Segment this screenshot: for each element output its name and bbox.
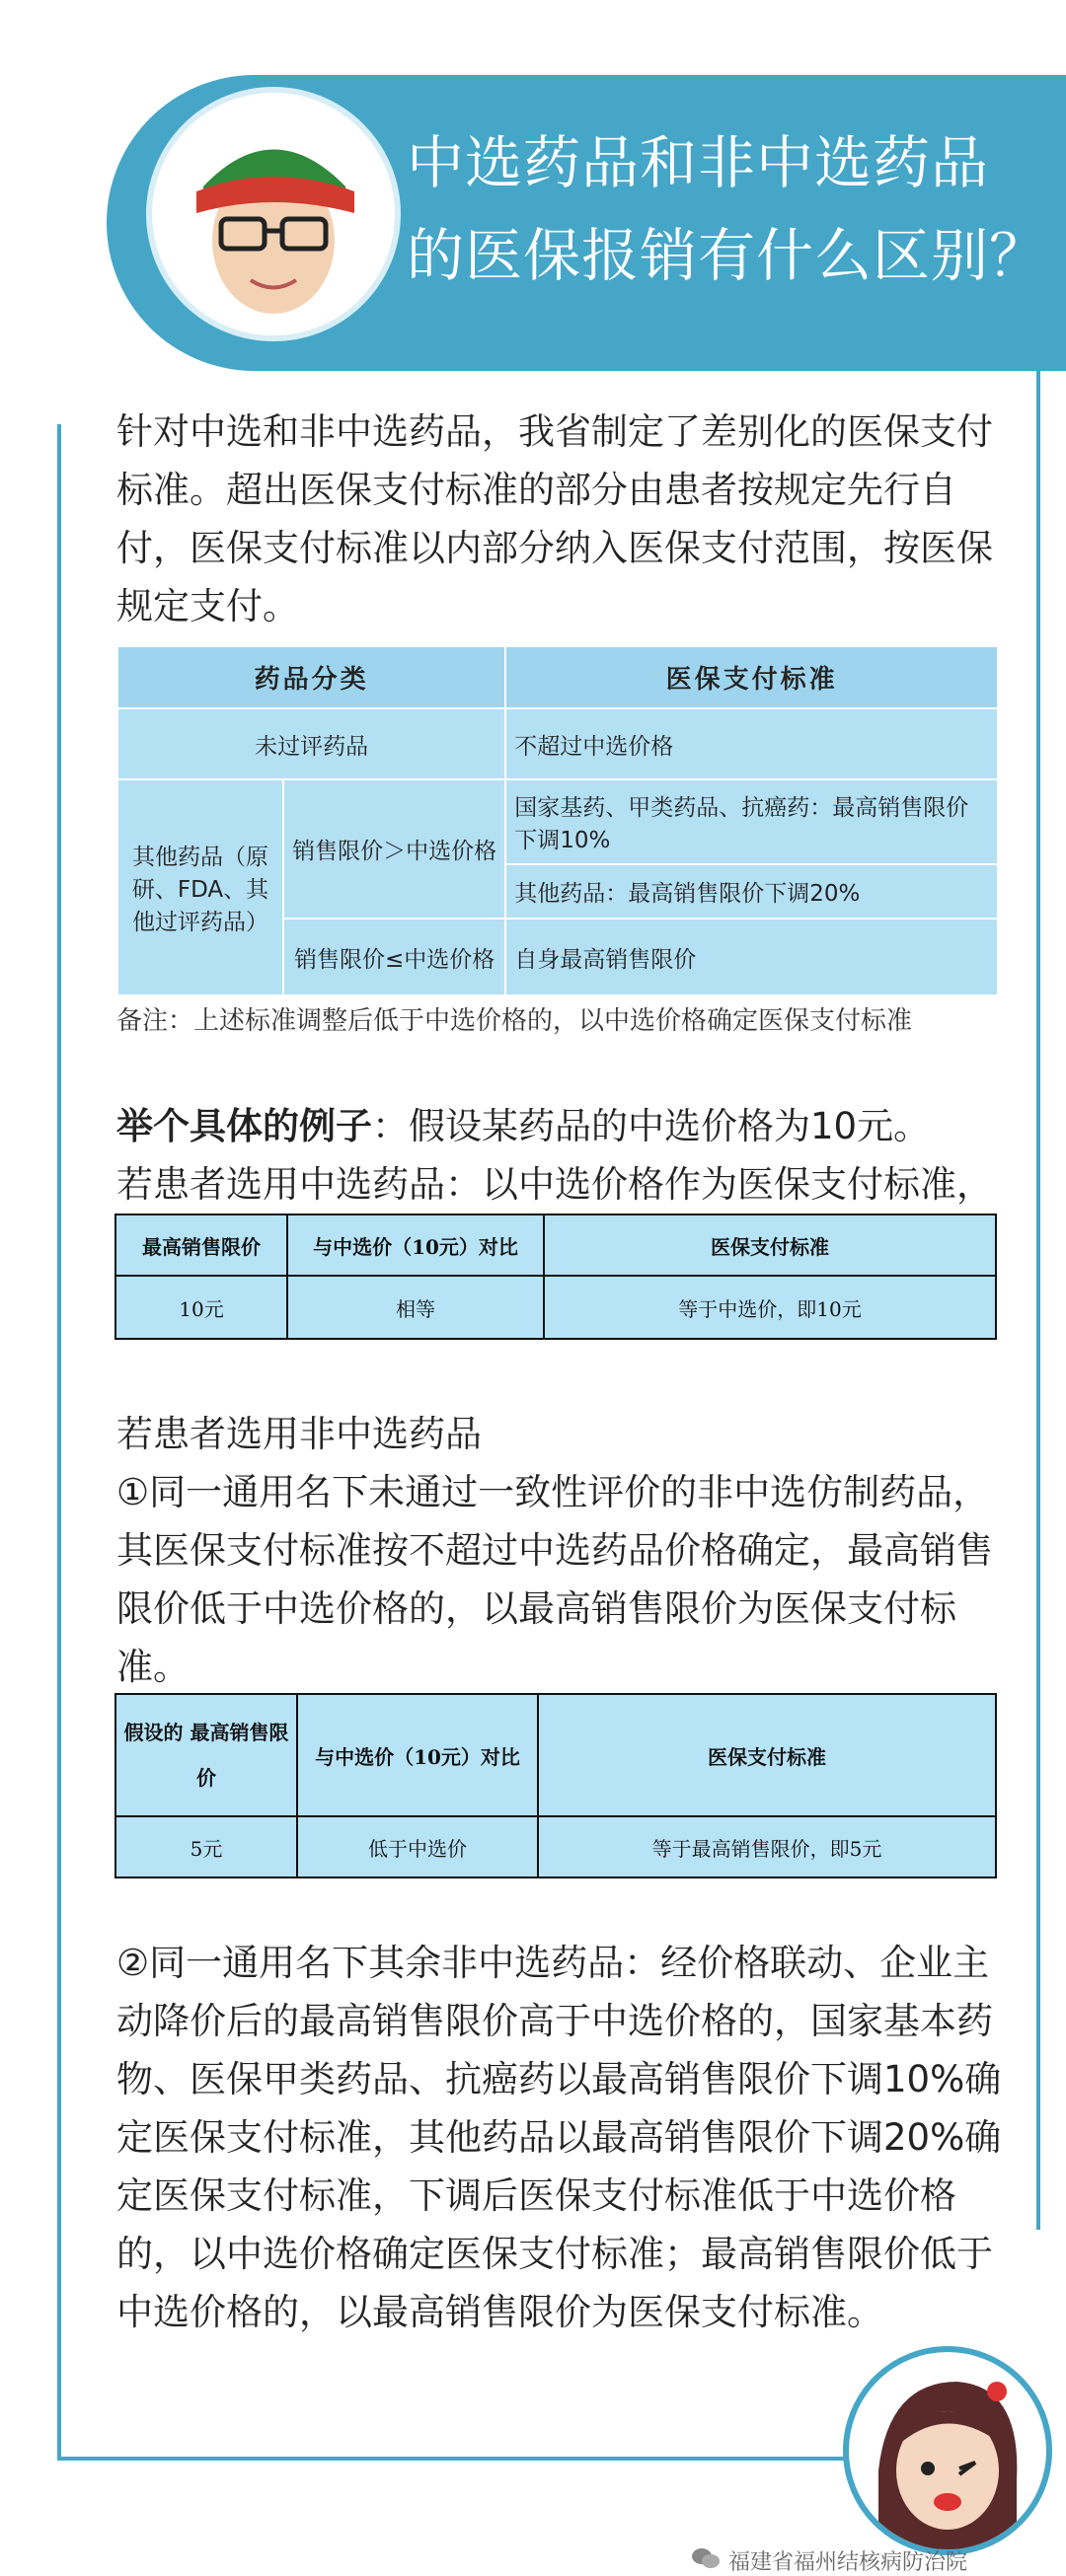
payment-standard-table — [116, 645, 999, 996]
table3-cell-price: 5元 — [115, 1816, 297, 1877]
table1-other-drugs: 其他药品（原研、FDA、其他过评药品） — [117, 779, 283, 995]
table3-header-standard: 医保支付标准 — [538, 1694, 996, 1816]
table3-header-price: 假设的 最高销售限价 — [115, 1694, 297, 1816]
title-line-1: 中选药品和非中选药品 — [407, 129, 990, 196]
intro-paragraph: 针对中选和非中选药品，我省制定了差别化的医保支付标准。超出医保支付标准的部分由患者按规定先行自付，医保支付标准以内部分纳入医保支付范围，按医保规定支付。 — [116, 410, 993, 627]
table2-cell-compare: 相等 — [287, 1276, 544, 1339]
example-line-2: 若患者选用中选药品：以中选价格作为医保支付标准， — [116, 1163, 993, 1206]
table3-header-compare: 与中选价（10元）对比 — [297, 1694, 538, 1816]
frame-left-line — [57, 424, 61, 2461]
nonselected-section — [116, 1405, 1005, 1696]
boy-avatar-illustration — [146, 87, 401, 341]
page-title — [407, 116, 1058, 302]
frame-right-line — [1036, 355, 1040, 2230]
table1-header-category: 药品分类 — [117, 646, 505, 708]
table2-cell-price: 10元 — [115, 1276, 287, 1339]
table2-cell-standard: 等于中选价，即10元 — [544, 1276, 996, 1339]
example-lead-rest: ：假设某药品的中选价格为10元。 — [372, 1105, 931, 1147]
watermark-text: 福建省福州结核病防治院 — [728, 2550, 968, 2575]
table3-cell-standard: 等于最高销售限价，即5元 — [538, 1816, 996, 1877]
table1-below-price: 销售限价≤中选价格 — [283, 919, 505, 995]
watermark — [691, 2545, 967, 2576]
nonselected-paragraph-1: ①同一通用名下未通过一致性评价的非中选仿制药品，其医保支付标准按不超过中选药品价格确定，最高销售限价低于中选价格的，以最高销售限价为医保支付标准。 — [116, 1471, 993, 1688]
table1-above-price: 销售限价＞中选价格 — [283, 779, 505, 919]
table2-header-standard: 医保支付标准 — [544, 1214, 996, 1276]
table1-above-standard-1: 国家基药、甲类药品、抗癌药：最高销售限价下调10% — [505, 779, 998, 864]
girl-avatar-illustration — [843, 2346, 1052, 2555]
frame-bottom-line — [57, 2457, 867, 2461]
table-note: 备注：上述标准调整后低于中选价格的，以中选价格确定医保支付标准 — [116, 1006, 913, 1036]
example-lead: 举个具体的例子 — [116, 1105, 372, 1147]
table1-unreviewed-standard: 不超过中选价格 — [505, 708, 998, 779]
table2-header-price: 最高销售限价 — [115, 1214, 287, 1276]
title-line-2: 的医保报销有什么区别？ — [407, 222, 1048, 289]
table1-unreviewed-category: 未过评药品 — [117, 708, 505, 779]
table2-header-compare: 与中选价（10元）对比 — [287, 1214, 544, 1276]
wechat-icon — [691, 2546, 721, 2576]
selected-drug-table — [114, 1214, 997, 1340]
table3-cell-compare: 低于中选价 — [297, 1816, 538, 1877]
example-paragraph — [116, 1097, 1005, 1214]
table1-below-standard: 自身最高销售限价 — [505, 919, 998, 995]
nonselected-drug-table — [114, 1693, 997, 1878]
table1-above-standard-2: 其他药品：最高销售限价下调20% — [505, 864, 998, 919]
nonselected-title: 若患者选用非中选药品 — [116, 1413, 482, 1455]
table1-header-standard: 医保支付标准 — [505, 646, 998, 708]
nonselected-paragraph-2: ②同一通用名下其余非中选药品：经价格联动、企业主动降价后的最高销售限价高于中选价格的，国家基本药物、医保甲类药品、抗癌药以最高销售限价下调10%确定医保支付标准，其他药品以最高销售限价下调20%确定医保支付标准，下调后医保支付标准低于中选价格的，以中选价格确定医保支付标准；最高销售限价低于中选价格的，以最高销售限价为医保支付标准。 — [116, 1942, 1002, 2333]
